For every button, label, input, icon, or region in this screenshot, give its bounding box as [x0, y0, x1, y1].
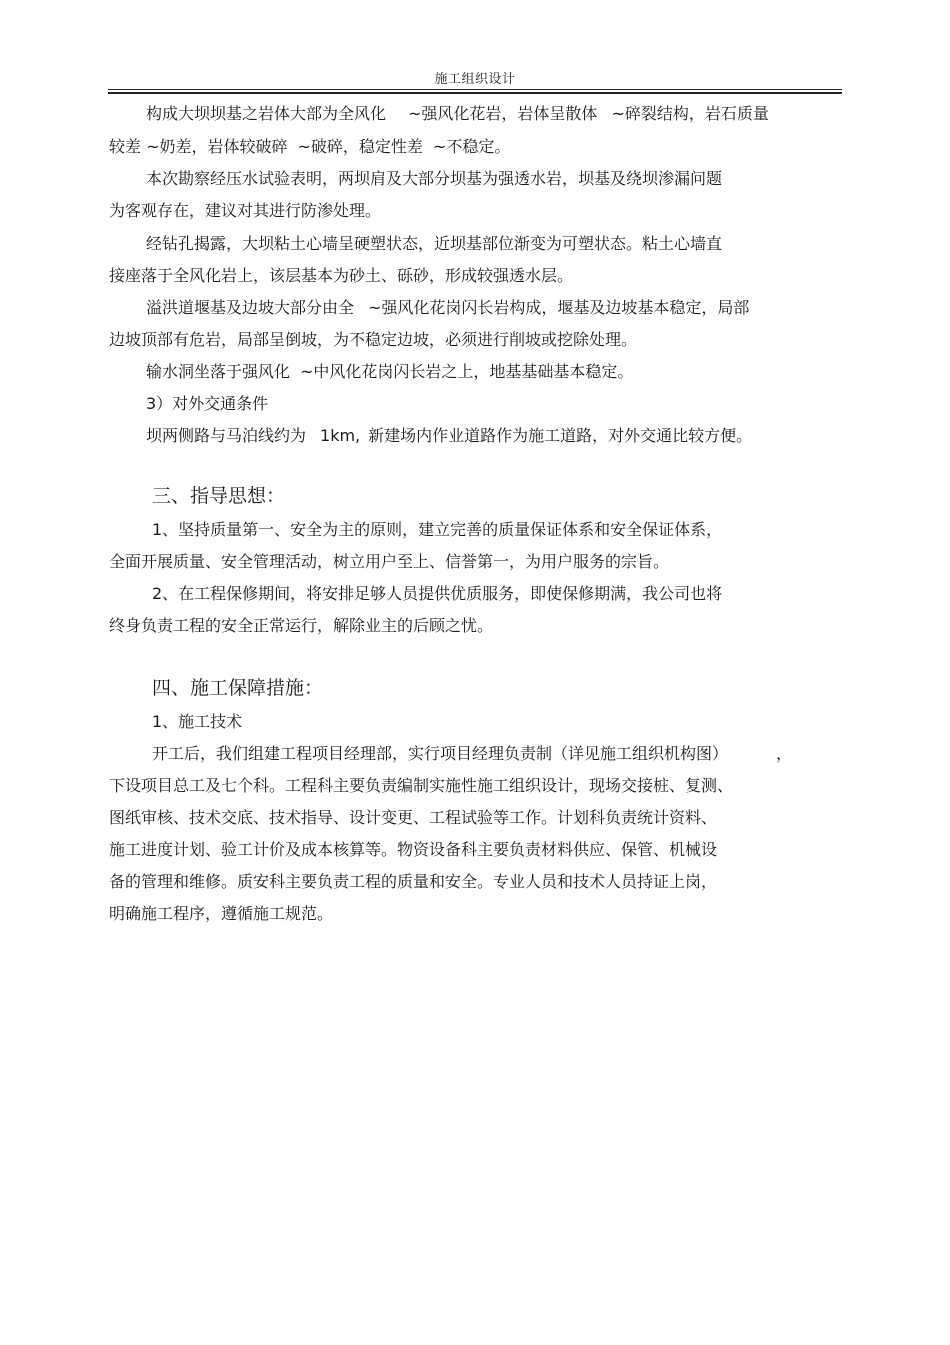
text-fragment: 构成大坝坝基之岩体大部为全风化: [146, 104, 387, 123]
text-fragment: 较差 ~奶差，岩体较破碎: [109, 137, 288, 156]
section-heading-construction-measures: 四、施工保障措施：: [152, 677, 324, 699]
distance-value: 1km,: [320, 426, 361, 445]
list-item-line: 全面开展质量、安全管理活动，树立用户至上、信誉第一，为用户服务的宗旨。: [109, 552, 670, 571]
paragraph-line: 为客观存在，建议对其进行防渗处理。: [109, 201, 382, 220]
paragraph-line: [146, 426, 886, 446]
list-item-line: 1、坚持质量第一、安全为主的原则，建立完善的质量保证体系和安全保证体系，: [152, 520, 723, 539]
text-fragment: ~碎裂结构，岩石质量: [611, 104, 769, 123]
section-heading-guiding-ideology: 三、指导思想：: [152, 485, 286, 507]
text-fragment: 坝两侧路与马泊线约为: [146, 426, 307, 445]
text-fragment: 输水洞坐落于强风化: [146, 362, 291, 381]
paragraph-line: [146, 298, 886, 318]
list-item-line: 终身负责工程的安全正常运行，解除业主的后顾之忧。: [109, 616, 494, 635]
text-fragment: ~强风化花岩，岩体呈散体: [408, 104, 598, 123]
paragraph-line: 备的管理和维修。质安科主要负责工程的质量和安全。专业人员和技术人员持证上岗，: [109, 872, 718, 891]
text-fragment: ~破碎，稳定性差: [297, 137, 423, 156]
text-fragment: 溢洪道堰基及边坡大部分由全: [146, 298, 355, 317]
paragraph-line: 接座落于全风化岩上，该层基本为砂土、砾砂，形成较强透水层。: [109, 266, 574, 285]
paragraph-line: 本次勘察经压水试验表明，两坝肩及大部分坝基为强透水岩，坝基及绕坝渗漏问题: [146, 169, 723, 188]
text-fragment: ，: [776, 744, 793, 763]
text-fragment: ~中风化花岗闪长岩之上，地基基础基本稳定。: [300, 362, 634, 381]
header-rule-thin: [108, 89, 842, 90]
paragraph-line: 下设项目总工及七个科。工程科主要负责编制实施性施工组织设计，现场交接桩、复测、: [109, 776, 734, 795]
subheading-construction-technology: 1、施工技术: [152, 712, 243, 731]
text-fragment: ~不稳定。: [432, 137, 511, 156]
paragraph-line: [152, 744, 892, 764]
text-fragment: 开工后，我们组建工程项目经理部，实行项目经理负责制（详见施工组织机构图）: [152, 744, 729, 763]
page-header-title: 施工组织设计: [434, 72, 516, 87]
paragraph-line: [109, 137, 849, 157]
list-item-line: 2、在工程保修期间，将安排足够人员提供优质服务，即使保修期满，我公司也将: [152, 584, 723, 603]
subheading-traffic: 3）对外交通条件: [146, 394, 269, 413]
paragraph-line: 边坡顶部有危岩，局部呈倒坡，为不稳定边坡，必须进行削坡或挖除处理。: [109, 330, 638, 349]
paragraph-line: [146, 104, 886, 124]
paragraph-line: [146, 362, 886, 382]
paragraph-line: 施工进度计划、验工计价及成本核算等。物资设备科主要负责材料供应、保管、机械设: [109, 840, 718, 859]
paragraph-line: 图纸审核、技术交底、技术指导、设计变更、工程试验等工作。计划科负责统计资料、: [109, 808, 718, 827]
text-fragment: ~强风化花岗闪长岩构成，堰基及边坡基本稳定，局部: [368, 298, 750, 317]
paragraph-line: 经钻孔揭露，大坝粘土心墙呈硬塑状态，近坝基部位渐变为可塑状态。粘土心墙直: [146, 234, 723, 253]
paragraph-line: 明确施工程序，遵循施工规范。: [109, 904, 334, 923]
text-fragment: 新建场内作业道路作为施工道路，对外交通比较方便。: [368, 426, 753, 445]
header-rule-thick: [108, 92, 842, 94]
